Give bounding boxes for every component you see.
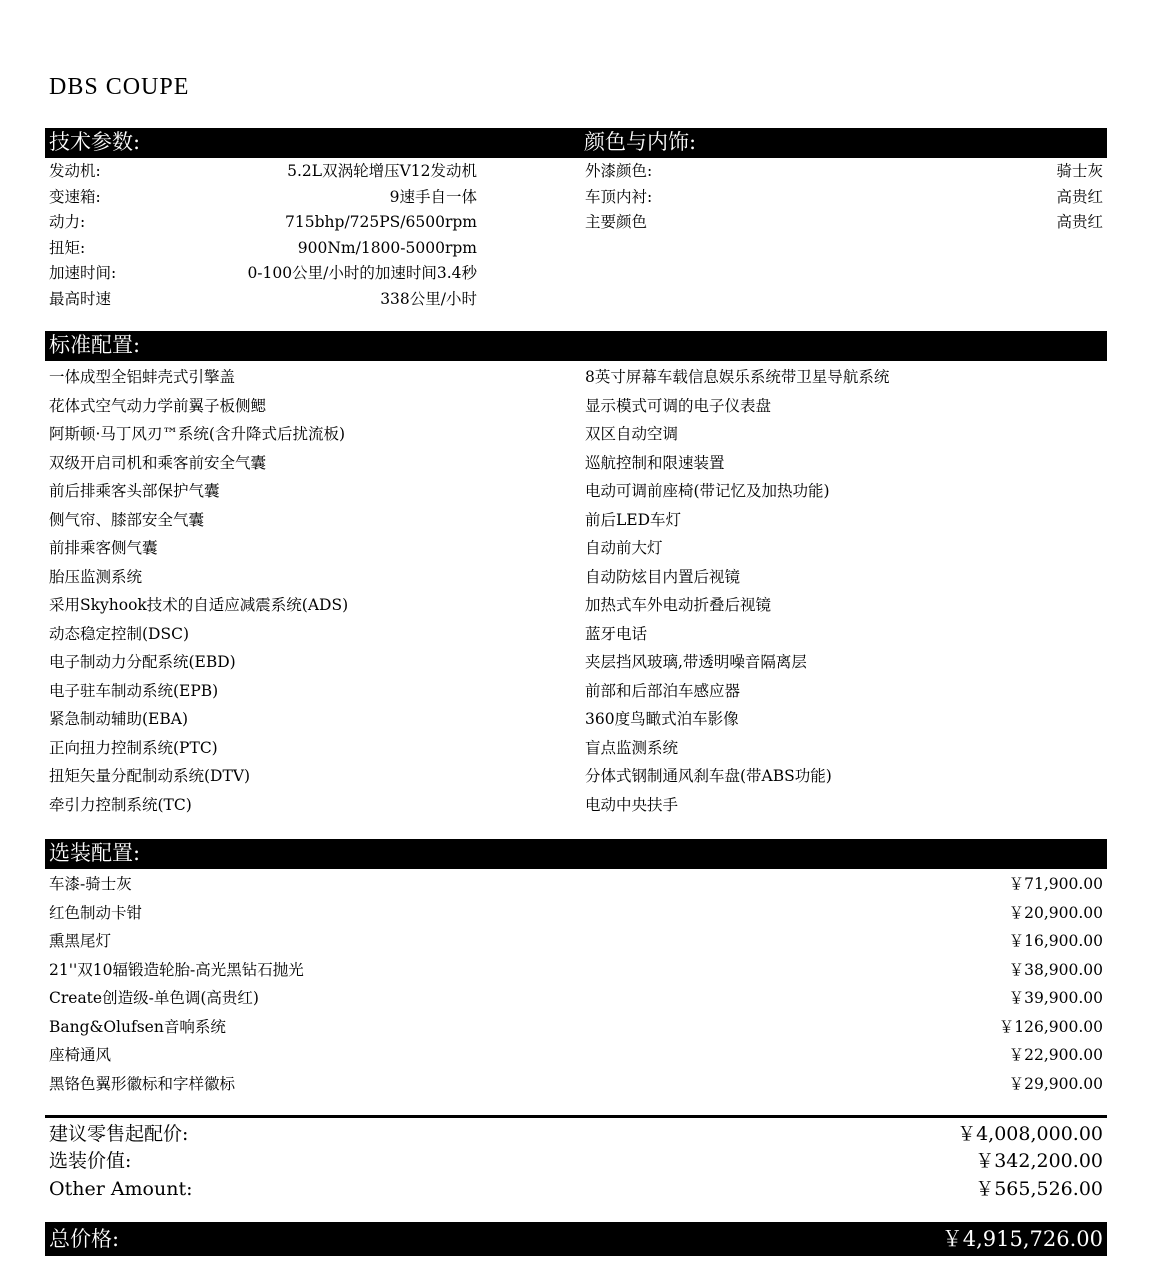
standard-item-text: 蓝牙电话 [585,624,648,643]
standard-item [49,535,569,561]
standard-item [49,393,569,419]
standard-header: 标准配置: [49,333,141,357]
tech-spec-label: 发动机: [49,162,101,180]
standard-item-text: 电动可调前座椅(带记忆及加热功能) [585,482,830,500]
standard-item [585,478,1105,504]
standard-item-text: 双区自动空调 [585,425,679,443]
standard-item-text: 前部和后部泊车感应器 [585,681,741,700]
standard-item [585,792,1105,818]
option-label: Bang&Olufsen音响系统 [49,1017,226,1036]
standard-item-text: 分体式钢制通风刹车盘(带ABS功能) [585,767,832,785]
standard-item [585,450,1105,476]
options-header-bar [45,839,1107,869]
standard-item-text: 自动防炫目内置后视镜 [585,567,741,586]
option-row [49,1014,1103,1040]
standard-item-text: 动态稳定控制(DSC) [49,624,189,643]
option-row [49,871,1103,897]
option-row [49,1042,1103,1068]
tech-spec-label: 动力: [49,213,86,231]
tech-spec-label: 加速时间: [49,264,117,282]
standard-item-text: 加热式车外电动折叠后视镜 [585,596,772,614]
standard-item-text: 采用Skyhook技术的自适应减震系统(ADS) [49,596,349,614]
total-label: 总价格: [49,1227,120,1251]
option-label: 车漆-骑士灰 [49,875,132,893]
standard-item [585,393,1105,419]
option-row [49,1071,1103,1097]
standard-item-text: 阿斯顿·马丁风刃™系统(含升降式后扰流板) [49,425,346,443]
options-value-amount: ￥342,200.00 [975,1150,1103,1172]
color-trim-value: 骑士灰 [1056,162,1103,180]
color-trim-label: 外漆颜色: [585,162,653,180]
tech-spec-row [49,209,477,235]
standard-item-text: 显示模式可调的电子仪表盘 [585,396,772,415]
options-header: 选装配置: [49,841,141,865]
standard-item [49,621,569,647]
standard-item-text: 前后排乘客头部保护气囊 [49,482,220,500]
summary-divider [45,1115,1107,1118]
standard-item [585,706,1105,732]
other-amount-value: ￥565,526.00 [975,1178,1103,1200]
options-value-label: 选装价值: [49,1150,132,1172]
msrp-label: 建议零售起配价: [49,1123,189,1145]
color-trim-label: 主要颜色 [585,213,648,231]
color-trim-value: 高贵红 [1056,213,1103,231]
total-value: ￥4,915,726.00 [941,1227,1103,1251]
tech-spec-value: 900Nm/1800-5000rpm [297,238,477,257]
standard-item-text: 牵引力控制系统(TC) [49,795,192,814]
option-label: 红色制动卡钳 [49,903,143,922]
standard-item [585,621,1105,647]
standard-item-text: 正向扭力控制系统(PTC) [49,738,218,757]
msrp-row [49,1120,1103,1148]
standard-item [49,792,569,818]
other-amount-label: Other Amount: [49,1178,193,1200]
tech-spec-row [49,260,477,286]
standard-item [49,450,569,476]
color-trim-value: 高贵红 [1056,187,1103,206]
tech-spec-label: 扭矩: [49,238,86,257]
standard-item [49,678,569,704]
standard-item-text: 巡航控制和限速装置 [585,453,725,472]
tech-header: 技术参数: [49,130,141,154]
tech-spec-value: 5.2L双涡轮增压V12发动机 [287,162,477,180]
standard-item-text: 电子驻车制动系统(EPB) [49,681,219,700]
tech-spec-row [49,235,477,261]
tech-spec-value: 715bhp/725PS/6500rpm [285,213,477,231]
option-price: ￥71,900.00 [1008,875,1103,893]
other-amount-row [49,1175,1103,1203]
standard-header-bar [45,331,1107,361]
standard-item-text: 360度鸟瞰式泊车影像 [585,710,739,728]
standard-item-text: 紧急制动辅助(EBA) [49,710,188,728]
option-price: ￥20,900.00 [1008,903,1103,922]
option-label: 21''双10辐锻造轮胎-高光黑钻石抛光 [49,960,304,979]
color-trim-label: 车顶内衬: [585,187,653,206]
option-label: 熏黑尾灯 [49,932,112,950]
total-bar [45,1222,1107,1256]
standard-item-text: 侧气帘、膝部安全气囊 [49,510,205,529]
standard-item-text: 电子制动力分配系统(EBD) [49,653,236,671]
options-value-row [49,1147,1103,1175]
standard-item-text: 盲点监测系统 [585,738,679,757]
option-row [49,928,1103,954]
standard-item [49,364,569,390]
standard-item-text: 花体式空气动力学前翼子板侧鳃 [49,396,267,415]
standard-item-text: 自动前大灯 [585,539,663,557]
option-row [49,900,1103,926]
tech-spec-value: 9速手自一体 [389,187,477,206]
option-price: ￥39,900.00 [1008,989,1103,1007]
standard-item-text: 一体成型全铝蚌壳式引擎盖 [49,368,236,386]
standard-item [585,364,1105,390]
color-trim-row [585,184,1103,210]
page-title: DBS COUPE [49,74,190,100]
option-label: 黑铬色翼形徽标和字样徽标 [49,1074,236,1093]
standard-item [49,564,569,590]
color-header: 颜色与内饰: [584,130,697,154]
tech-color-header-bar [45,128,1107,158]
standard-item [49,421,569,447]
standard-item-text: 夹层挡风玻璃,带透明噪音隔离层 [585,653,807,671]
msrp-value: ￥4,008,000.00 [957,1123,1103,1145]
tech-spec-label: 最高时速 [49,289,112,308]
standard-item [585,564,1105,590]
standard-item [585,649,1105,675]
standard-item [585,763,1105,789]
option-price: ￥16,900.00 [1008,932,1103,950]
standard-item [585,735,1105,761]
tech-spec-value: 0-100公里/小时的加速时间3.4秒 [247,264,477,282]
standard-item [585,507,1105,533]
standard-item [49,735,569,761]
option-row [49,985,1103,1011]
tech-spec-value: 338公里/小时 [380,289,477,308]
option-label: 座椅通风 [49,1046,112,1064]
tech-spec-row [49,286,477,312]
option-label: Create创造级-单色调(高贵红) [49,989,259,1007]
option-row [49,957,1103,983]
standard-item [585,678,1105,704]
standard-item-text: 前后LED车灯 [585,510,682,529]
standard-item-text: 双级开启司机和乘客前安全气囊 [49,453,267,472]
standard-item [49,763,569,789]
option-price: ￥29,900.00 [1008,1074,1103,1093]
tech-spec-row [49,158,477,184]
tech-spec-row [49,184,477,210]
color-trim-row [585,158,1103,184]
standard-item-text: 前排乘客侧气囊 [49,539,158,557]
tech-spec-label: 变速箱: [49,187,101,206]
standard-item-text: 8英寸屏幕车载信息娱乐系统带卫星导航系统 [585,368,890,386]
standard-item [585,535,1105,561]
standard-item [49,478,569,504]
color-trim-row [585,209,1103,235]
option-price: ￥38,900.00 [1008,960,1103,979]
standard-item [585,421,1105,447]
standard-item [49,706,569,732]
standard-item-text: 电动中央扶手 [585,795,679,814]
standard-item-text: 扭矩矢量分配制动系统(DTV) [49,767,251,785]
option-price: ￥126,900.00 [998,1017,1103,1036]
standard-item-text: 胎压监测系统 [49,567,143,586]
standard-item [49,592,569,618]
standard-item [49,649,569,675]
standard-item [49,507,569,533]
standard-item [585,592,1105,618]
option-price: ￥22,900.00 [1008,1046,1103,1064]
